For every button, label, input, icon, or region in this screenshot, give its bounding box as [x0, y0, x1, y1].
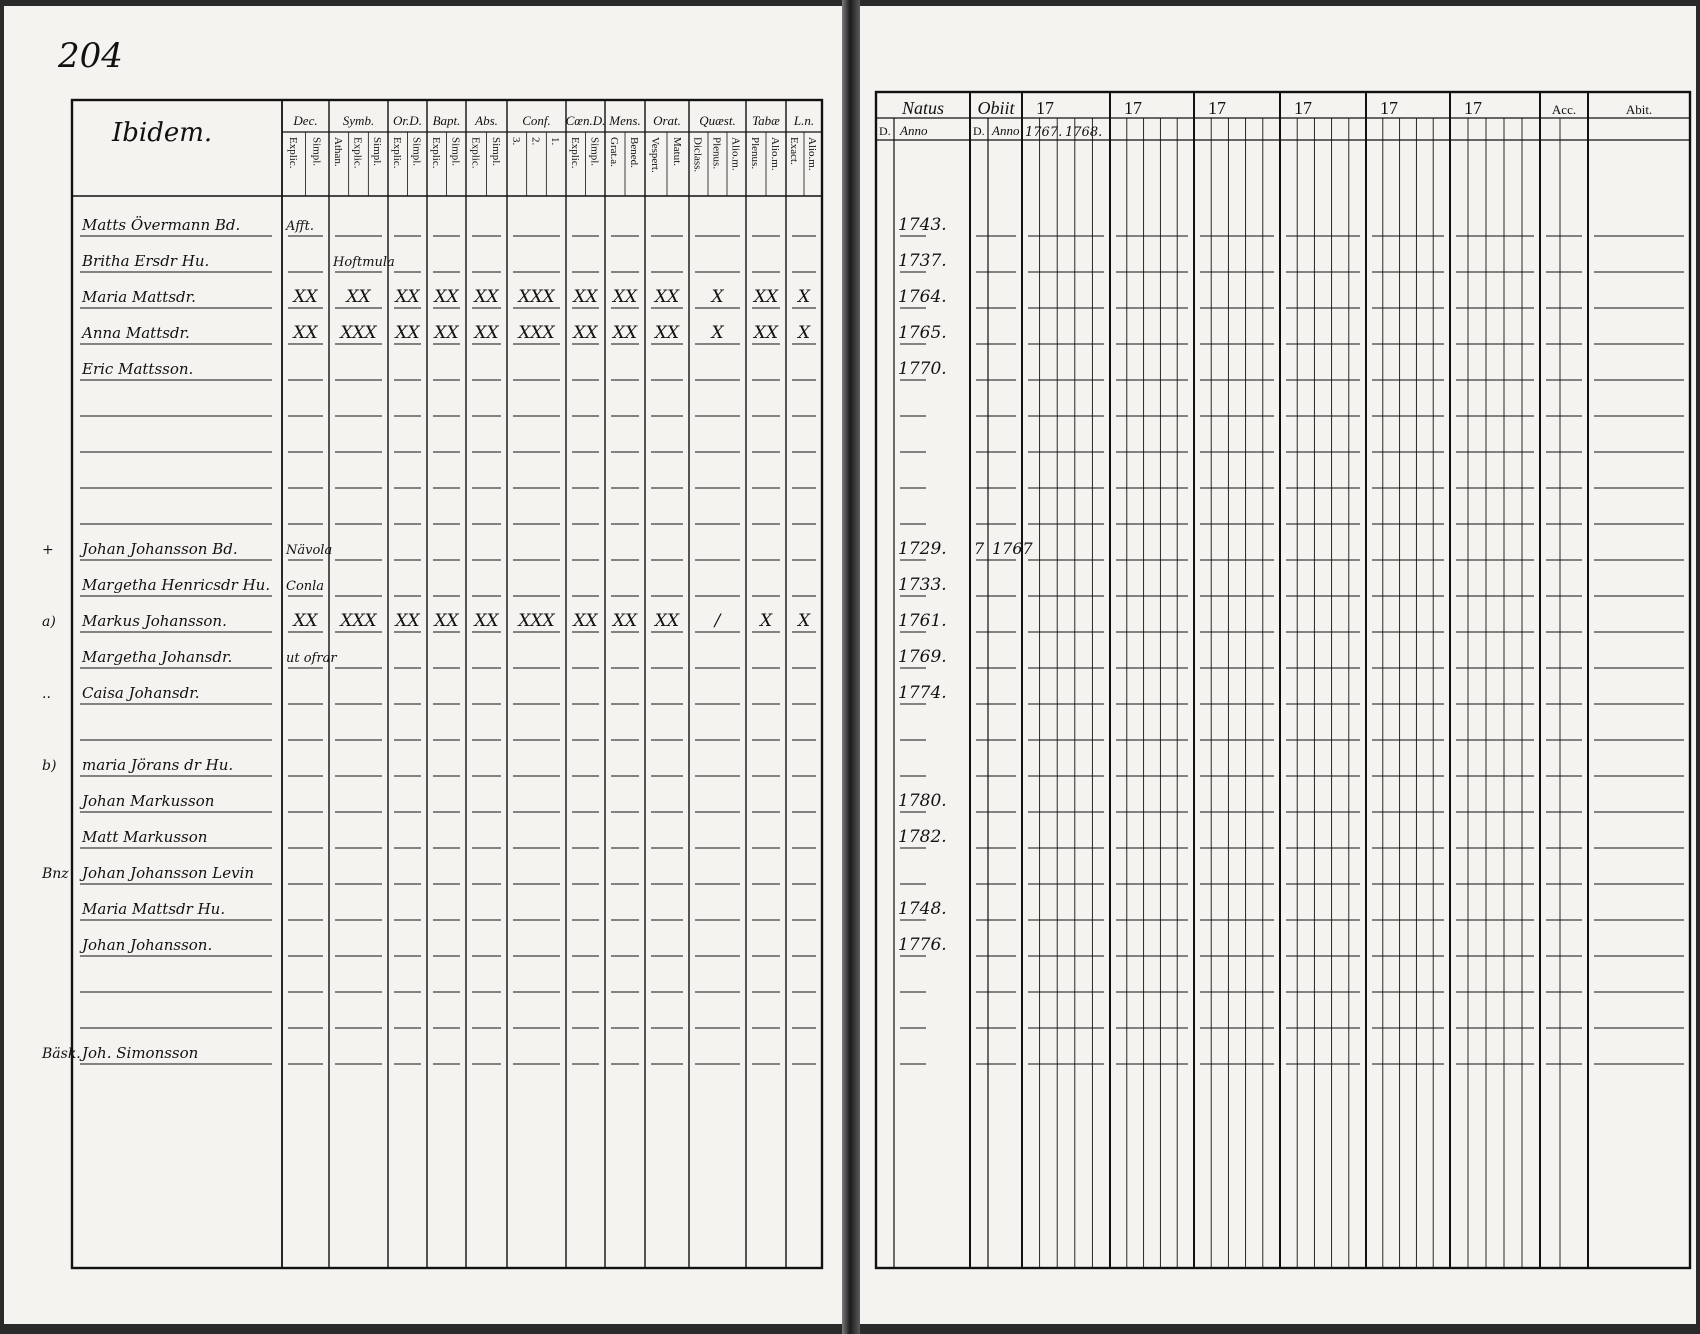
- person-name: Caisa Johansdr.: [82, 684, 200, 702]
- person-name: Johan Johansson Levin: [82, 864, 255, 882]
- person-name: Johan Johansson.: [82, 936, 213, 954]
- margin-note: a): [42, 614, 56, 630]
- catechism-mark: X: [711, 323, 724, 343]
- subheader-obiit-day: D.: [973, 124, 985, 138]
- catechism-mark: XX: [293, 287, 318, 307]
- column-subheader: Explic.: [429, 137, 442, 169]
- catechism-mark: XX: [346, 287, 371, 307]
- catechism-mark: XX: [612, 611, 638, 631]
- page-number: 204: [58, 36, 123, 76]
- column-subheader: Explic.: [469, 137, 482, 169]
- column-header: 17: [1208, 98, 1226, 118]
- column-subheader: Explic.: [568, 137, 581, 169]
- margin-note: ..: [42, 686, 51, 702]
- column-subheader: Diclass.: [691, 137, 704, 173]
- column-subheader: Plenus.: [710, 137, 723, 170]
- column-header: Obiit: [977, 98, 1015, 118]
- person-name: Matts Övermann Bd.: [82, 216, 241, 234]
- catechism-mark: XX: [612, 323, 638, 343]
- column-header: 17: [1124, 98, 1142, 118]
- catechism-mark: XX: [753, 323, 779, 343]
- catechism-mark: XX: [293, 323, 318, 343]
- birth-year: 1729.: [898, 539, 947, 559]
- column-subheader: Explic.: [390, 137, 403, 169]
- birth-year: 1737.: [898, 251, 947, 271]
- birth-year: 1774.: [898, 683, 947, 703]
- birth-year: 1743.: [898, 215, 947, 235]
- birth-year: 1765.: [898, 323, 947, 343]
- catechism-mark: X: [797, 611, 811, 631]
- year-1767-header: 1767.: [1025, 125, 1063, 140]
- column-subheader: Simpl.: [588, 137, 601, 167]
- catechism-mark: X: [759, 611, 773, 631]
- right-register-table: [860, 6, 1696, 1324]
- person-name: Margetha Henricsdr Hu.: [82, 576, 271, 594]
- person-name: Eric Mattsson.: [82, 360, 194, 378]
- column-heading-ibidem: Ibidem.: [112, 118, 213, 148]
- birth-year: 1761.: [898, 611, 947, 631]
- year-1768-header: 1768.: [1065, 125, 1103, 140]
- subheader-natus-day: D.: [879, 124, 891, 138]
- column-title: Dec.: [293, 113, 318, 128]
- column-subheader: Explic.: [351, 137, 364, 169]
- birth-year: 1733.: [898, 575, 947, 595]
- catechism-mark: Conla: [286, 579, 325, 594]
- column-title: Orat.: [653, 113, 681, 128]
- catechism-mark: XX: [654, 287, 680, 307]
- column-title: L.n.: [793, 113, 815, 128]
- catechism-mark: XX: [573, 287, 598, 307]
- margin-note: +: [42, 542, 54, 558]
- subheader-obiit-anno: Anno: [992, 123, 1020, 138]
- death-year: 1767: [992, 539, 1033, 558]
- column-subheader: Simpl.: [489, 137, 502, 167]
- book-gutter: [842, 0, 860, 1334]
- margin-note: Bnz: [42, 866, 69, 882]
- birth-year: 1764.: [898, 287, 947, 307]
- column-header: 17: [1036, 98, 1054, 118]
- catechism-mark: XXX: [340, 323, 377, 343]
- right-page: [860, 6, 1696, 1324]
- catechism-mark: XX: [573, 323, 598, 343]
- catechism-mark: XX: [434, 287, 459, 307]
- catechism-mark: Nävola: [286, 543, 333, 558]
- birth-year: 1748.: [898, 899, 947, 919]
- catechism-mark: X: [797, 287, 811, 307]
- column-subheader: Exact.: [788, 137, 800, 165]
- birth-year: 1780.: [898, 791, 947, 811]
- left-register-table: [4, 6, 842, 1324]
- column-subheader: Alio.m.: [806, 137, 818, 171]
- person-name: Maria Mattsdr.: [82, 288, 196, 306]
- person-name: Margetha Johansdr.: [82, 648, 233, 666]
- catechism-mark: XXX: [518, 323, 555, 343]
- catechism-mark: XXX: [340, 611, 377, 631]
- person-name: Anna Mattsdr.: [82, 324, 190, 342]
- left-page: [4, 6, 842, 1324]
- column-subheader: Bened.: [628, 137, 640, 168]
- catechism-mark: XX: [474, 611, 499, 631]
- death-day: 7: [974, 539, 985, 558]
- column-title: Or.D.: [393, 113, 422, 128]
- person-name: Markus Johansson.: [82, 612, 227, 630]
- birth-year: 1770.: [898, 359, 947, 379]
- catechism-mark: XX: [474, 323, 499, 343]
- person-name: Johan Johansson Bd.: [82, 540, 238, 558]
- column-subheader: Simpl.: [449, 137, 462, 167]
- column-subheader: Simpl.: [310, 137, 323, 167]
- catechism-mark: XX: [612, 287, 638, 307]
- catechism-mark: XXX: [518, 287, 555, 307]
- table-frame: [876, 92, 1690, 1268]
- column-title: Symb.: [342, 113, 375, 128]
- column-header: 17: [1464, 98, 1482, 118]
- column-subheader: Matut.: [671, 137, 683, 167]
- catechism-mark: XX: [654, 611, 680, 631]
- column-subheader: Alio.m.: [729, 137, 742, 171]
- column-header: Natus: [901, 98, 945, 118]
- column-subheader: Athan.: [331, 137, 344, 167]
- column-title: Tabæ: [752, 113, 780, 128]
- catechism-mark: X: [711, 287, 724, 307]
- birth-year: 1769.: [898, 647, 947, 667]
- column-title: Mens.: [609, 113, 641, 128]
- subheader-natus-anno: Anno: [900, 123, 928, 138]
- column-title: Abs.: [475, 113, 498, 128]
- catechism-mark: XX: [434, 611, 459, 631]
- margin-note: Bäsk.: [42, 1046, 81, 1062]
- catechism-mark: XX: [293, 611, 318, 631]
- column-title: Quæst.: [699, 113, 736, 128]
- birth-year: 1782.: [898, 827, 947, 847]
- column-header: 17: [1380, 98, 1398, 118]
- column-subheader: Plenus.: [749, 137, 761, 170]
- catechism-mark: XX: [654, 323, 680, 343]
- catechism-mark: ut ofrar: [286, 651, 337, 666]
- column-subheader: Alio.m.: [769, 137, 781, 171]
- person-name: Matt Markusson: [82, 828, 208, 846]
- column-header: Acc.: [1551, 102, 1577, 117]
- catechism-mark: XX: [573, 611, 598, 631]
- person-name: Maria Mattsdr Hu.: [82, 900, 226, 918]
- catechism-mark: Hoftmula: [333, 255, 395, 270]
- column-title: Cœn.D.: [565, 113, 606, 128]
- person-name: Johan Markusson: [82, 792, 215, 810]
- column-subheader: 3.: [509, 137, 522, 146]
- birth-year: 1776.: [898, 935, 947, 955]
- catechism-mark: XX: [434, 323, 459, 343]
- column-subheader: Simpl.: [371, 137, 384, 167]
- catechism-mark: XX: [395, 287, 420, 307]
- catechism-mark: XX: [474, 287, 499, 307]
- catechism-mark: X: [797, 323, 811, 343]
- column-subheader: Simpl.: [410, 137, 423, 167]
- catechism-mark: XX: [395, 611, 420, 631]
- margin-note: b): [42, 758, 57, 774]
- catechism-mark: Afft.: [286, 219, 314, 234]
- person-name: Britha Ersdr Hu.: [82, 252, 210, 270]
- person-name: maria Jörans dr Hu.: [82, 756, 234, 774]
- column-title: Conf.: [522, 113, 551, 128]
- column-subheader: 2.: [529, 137, 542, 146]
- catechism-mark: XX: [753, 287, 779, 307]
- catechism-mark: /: [714, 611, 721, 631]
- column-header: Abit.: [1625, 102, 1653, 117]
- person-name: Joh. Simonsson: [82, 1044, 199, 1062]
- column-subheader: Grat.a.: [608, 137, 620, 167]
- column-title: Bapt.: [432, 113, 461, 128]
- column-subheader: Vespert.: [649, 137, 661, 173]
- column-subheader: Explic.: [286, 137, 299, 169]
- column-header: 17: [1294, 98, 1312, 118]
- catechism-mark: XXX: [518, 611, 555, 631]
- catechism-mark: XX: [395, 323, 420, 343]
- column-subheader: 1.: [549, 137, 562, 146]
